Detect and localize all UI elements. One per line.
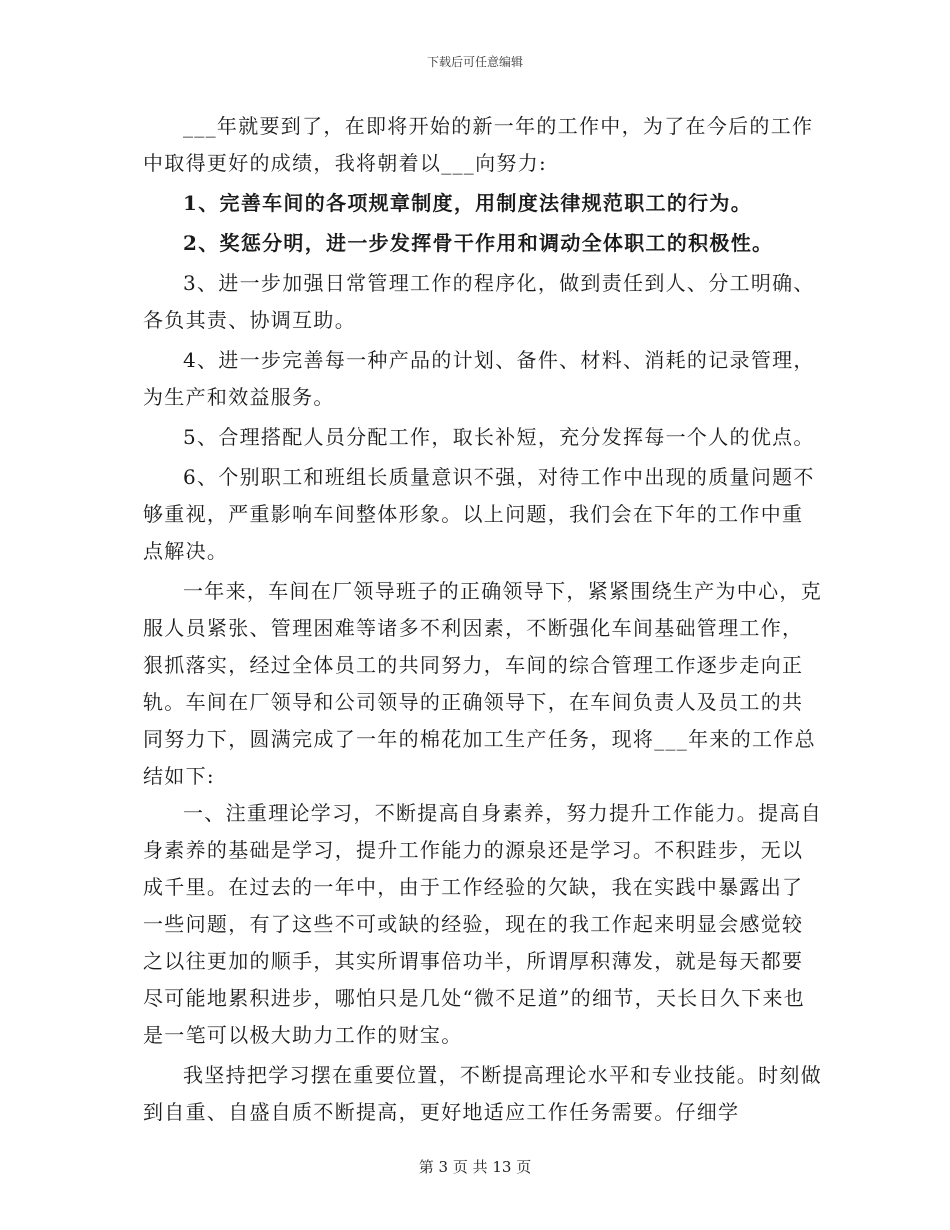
paragraph-item-1: 1、完善车间的各项规章制度，用制度法律规范职工的行为。: [183, 191, 753, 215]
paragraph-item-3: 3、进一步加强日常管理工作的程序化，做到责任到人、分工明确、各负其责、协调互助。: [143, 271, 815, 332]
paragraph-study: 我坚持把学习摆在重要位置，不断提高理论水平和专业技能。时刻做到自重、自盛自质不断提高，更好地适应工作任务需要。仔细学: [143, 1063, 822, 1124]
document-body: [143, 108, 823, 1131]
paragraph-intro: ___年就要到了，在即将开始的新一年的工作中，为了在今后的工作中取得更好的成绩，我将朝着以___向努力:: [143, 114, 814, 175]
paragraph-section-1: 一、注重理论学习，不断提高自身素养，努力提升工作能力。提高自身素养的基础是学习，提升工作能力的源泉还是学习。不积跬步，无以成千里。在过去的一年中，由于工作经验的欠缺，我在实践中暴露出了一些问题，有了这些不可或缺的经验，现在的我工作起来明显会感觉较之以往更加的顺手，其实所谓事倍功半，所谓厚积薄发，就是每天都要尽可能地累积进步，哪怕只是几处“微不足道”的细节，天长日久下来也是一笔可以极大助力工作的财宝。: [143, 801, 822, 1047]
paragraph-item-4: 4、进一步完善每一种产品的计划、备件、材料、消耗的记录管理，为生产和效益服务。: [143, 348, 815, 409]
paragraph-item-2: 2、奖惩分明，进一步发挥骨干作用和调动全体职工的积极性。: [183, 231, 774, 255]
paragraph-summary: 一年来，车间在厂领导班子的正确领导下，紧紧围绕生产为中心，克服人员紧张、管理困难等诸多不利因素，不断强化车间基础管理工作，狠抓落实，经过全体员工的共同努力，车间的综合管理工作逐步走向正轨。车间在厂领导和公司领导的正确领导下，在车间负责人及员工的共同努力下，圆满完成了一年的棉花加工生产任务，现将___年来的工作总结如下:: [143, 579, 822, 788]
paragraph-item-6: 6、个别职工和班组长质量意识不强，对待工作中出现的质量问题不够重视，严重影响车间整体形象。以上问题，我们会在下年的工作中重点解决。: [143, 465, 815, 563]
page-footer: 第 3 页 共 13 页: [418, 1158, 532, 1176]
paragraph-item-5: 5、合理搭配人员分配工作，取长补短，充分发挥每一个人的优点。: [183, 425, 815, 449]
page-header: 下载后可任意编辑: [426, 55, 523, 69]
